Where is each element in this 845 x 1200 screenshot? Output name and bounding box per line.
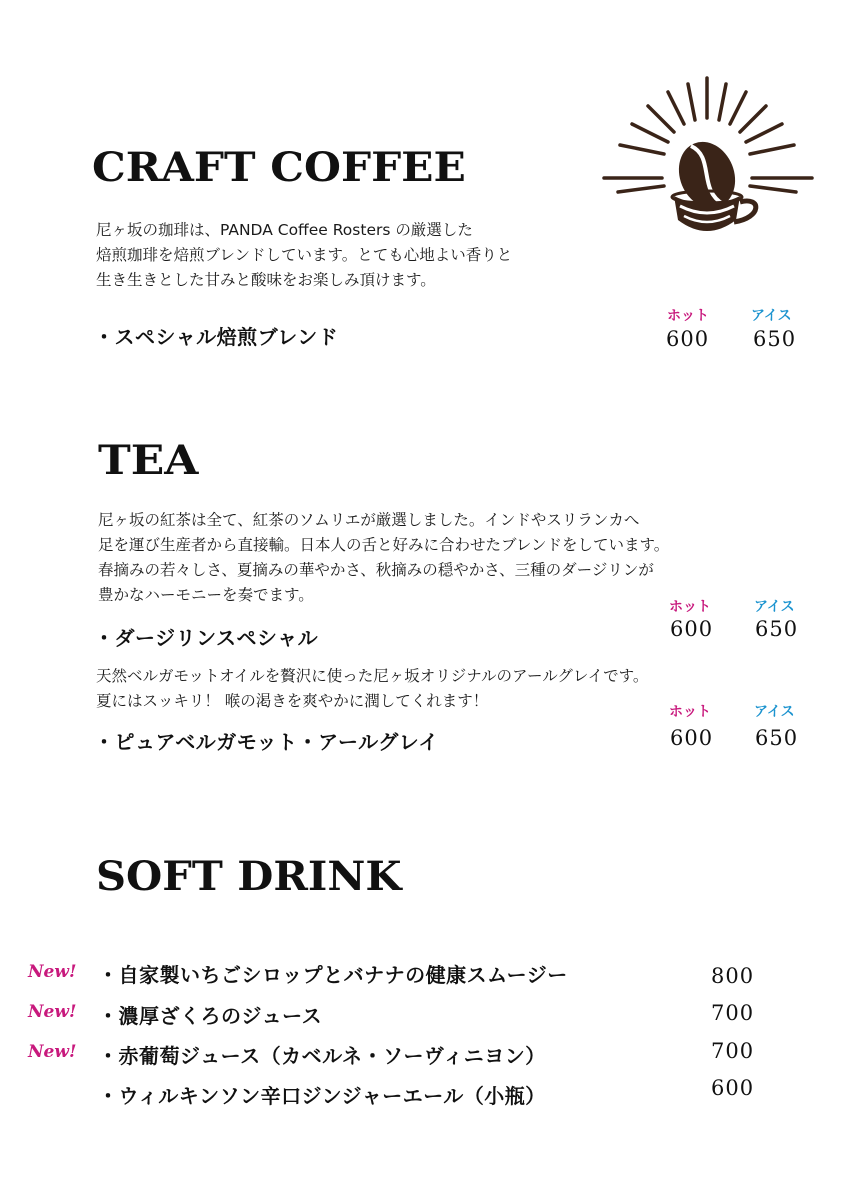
hot-label: ホット — [669, 704, 711, 720]
tea-description-line: 尼ヶ坂の紅茶は全て、紅茶のソムリエが厳選しました。インドやスリランカへ — [98, 511, 640, 529]
coffee-description-line: 生き生きとした甘みと酸味をお楽しみ頂けます。 — [96, 271, 436, 289]
new-badge: New! — [28, 1042, 77, 1062]
earlgrey-description-line: 天然ベルガモットオイルを贅沢に使った尼ヶ坂オリジナルのアールグレイです。 — [96, 667, 649, 685]
new-badge: New! — [28, 962, 77, 982]
menu-item-strawberry-smoothie: ・自家製いちごシロップとバナナの健康スムージー — [98, 963, 568, 987]
ice-label: アイス — [754, 599, 795, 615]
hot-label: ホット — [669, 599, 711, 615]
menu-item-grape-juice: ・赤葡萄ジュース（カベルネ・ソーヴィニヨン） — [98, 1044, 546, 1068]
hot-price: 600 — [666, 327, 710, 351]
tea-description-line: 春摘みの若々しさ、夏摘みの華やかさ、秋摘みの穏やかさ、三種のダージリンが — [98, 561, 654, 579]
tea-description-line: 足を運び生産者から直接輸。日本人の舌と好みに合わせたブレンドをしています。 — [98, 536, 670, 554]
hot-price: 600 — [670, 726, 714, 750]
tea-description — [98, 508, 669, 608]
coffee-description-line: 焙煎珈琲を焙煎ブレンドしています。とても心地よい香りと — [96, 246, 513, 264]
menu-item-ginger-ale: ・ウィルキンソン辛口ジンジャーエール（小瓶） — [98, 1084, 546, 1108]
earlgrey-description-line: 夏にはスッキリ！ 喉の渇きを爽やかに潤してくれます！ — [96, 692, 489, 710]
coffee-description-line: 尼ヶ坂の珈琲は、PANDA Coffee Rosters の厳選した — [96, 221, 473, 239]
ice-price: 650 — [755, 726, 799, 750]
coffee-cup-bean-icon — [600, 70, 815, 250]
soft-drink-section-title: SOFT DRINK — [96, 853, 402, 900]
menu-item-darjeeling: ・ダージリンスペシャル — [94, 626, 319, 650]
ice-price: 650 — [753, 327, 797, 351]
item-price: 700 — [711, 1001, 755, 1025]
new-badge: New! — [28, 1002, 77, 1022]
item-price: 600 — [711, 1076, 755, 1100]
ice-label: アイス — [751, 308, 792, 324]
ice-label: アイス — [754, 704, 795, 720]
menu-item-earl-grey: ・ピュアベルガモット・アールグレイ — [94, 730, 439, 754]
menu-item-special-blend: ・スペシャル焙煎ブレンド — [94, 325, 339, 349]
item-price: 700 — [711, 1039, 755, 1063]
menu-item-pomegranate-juice: ・濃厚ざくろのジュース — [98, 1004, 323, 1028]
coffee-section-title: CRAFT COFFEE — [92, 144, 466, 191]
coffee-description — [96, 218, 512, 293]
hot-label: ホット — [667, 308, 709, 324]
earlgrey-description — [96, 664, 648, 714]
hot-price: 600 — [670, 617, 714, 641]
ice-price: 650 — [755, 617, 799, 641]
item-price: 800 — [711, 964, 755, 988]
tea-section-title: TEA — [98, 437, 199, 484]
tea-description-line: 豊かなハーモニーを奏でます。 — [98, 586, 314, 604]
